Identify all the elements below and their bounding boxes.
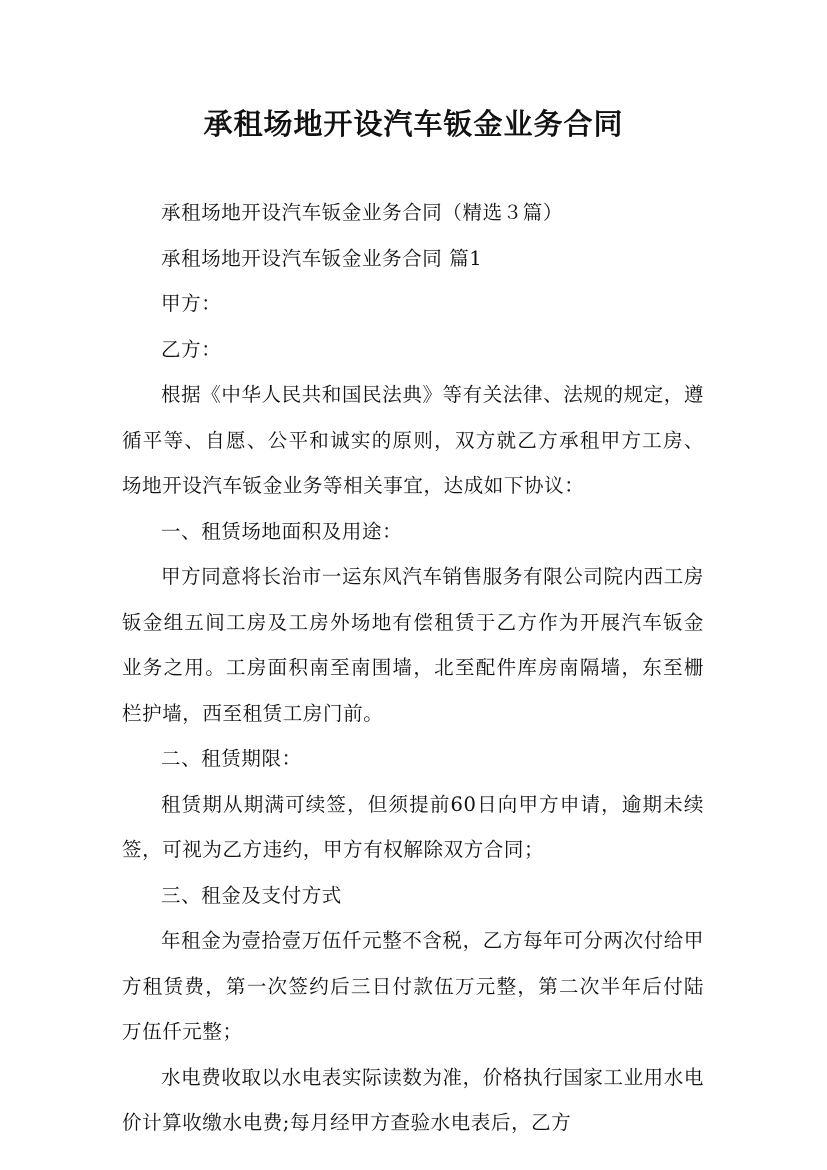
paragraph-term-detail: 租赁期从期满可续签，但须提前60日向甲方申请，逾期未续签，可视为乙方违约，甲方有权解除双方合同；: [122, 792, 704, 861]
paragraph-subtitle: 承租场地开设汽车钣金业务合同（精选３篇）: [161, 201, 564, 224]
paragraph-section-heading: 承租场地开设汽车钣金业务合同 篇1: [161, 246, 483, 270]
paragraph-rent-detail: 年租金为壹拾壹万伍仟元整不含税，乙方每年可分两次付给甲方租赁费，第一次签约后三日付款伍万元整，第二次半年后付陆万伍仟元整；: [122, 929, 704, 1043]
paragraph-heading-area: 一、租赁场地面积及用途：: [161, 519, 403, 543]
paragraph-preamble: 根据《中华人民共和国民法典》等有关法律、法规的规定，遵循平等、自愿、公平和诚实的原则，双方就乙方承租甲方工房、场地开设汽车钣金业务等相关事宜，达成如下协议：: [122, 383, 704, 497]
document-title: 承租场地开设汽车钣金业务合同: [203, 107, 624, 141]
paragraph-utilities-detail: 水电费收取以水电表实际读数为准，价格执行国家工业用水电价计算收缴水电费;每月经甲方查验水电表后，乙方: [122, 1065, 704, 1134]
paragraph-heading-term: 二、租赁期限：: [161, 747, 302, 770]
paragraph-party-a: 甲方：: [161, 292, 222, 315]
paragraph-heading-rent: 三、租金及支付方式: [161, 883, 342, 907]
document-body: [122, 190, 704, 1146]
paragraph-area-detail: 甲方同意将长治市一运东风汽车销售服务有限公司院内西工房钣金组五间工房及工房外场地有偿租赁于乙方作为开展汽车钣金业务之用。工房面积南至南围墙，北至配件库房南隔墙，东至栅栏护墙，西至租赁工房门前。: [122, 565, 704, 725]
paragraph-party-b: 乙方：: [161, 337, 222, 361]
